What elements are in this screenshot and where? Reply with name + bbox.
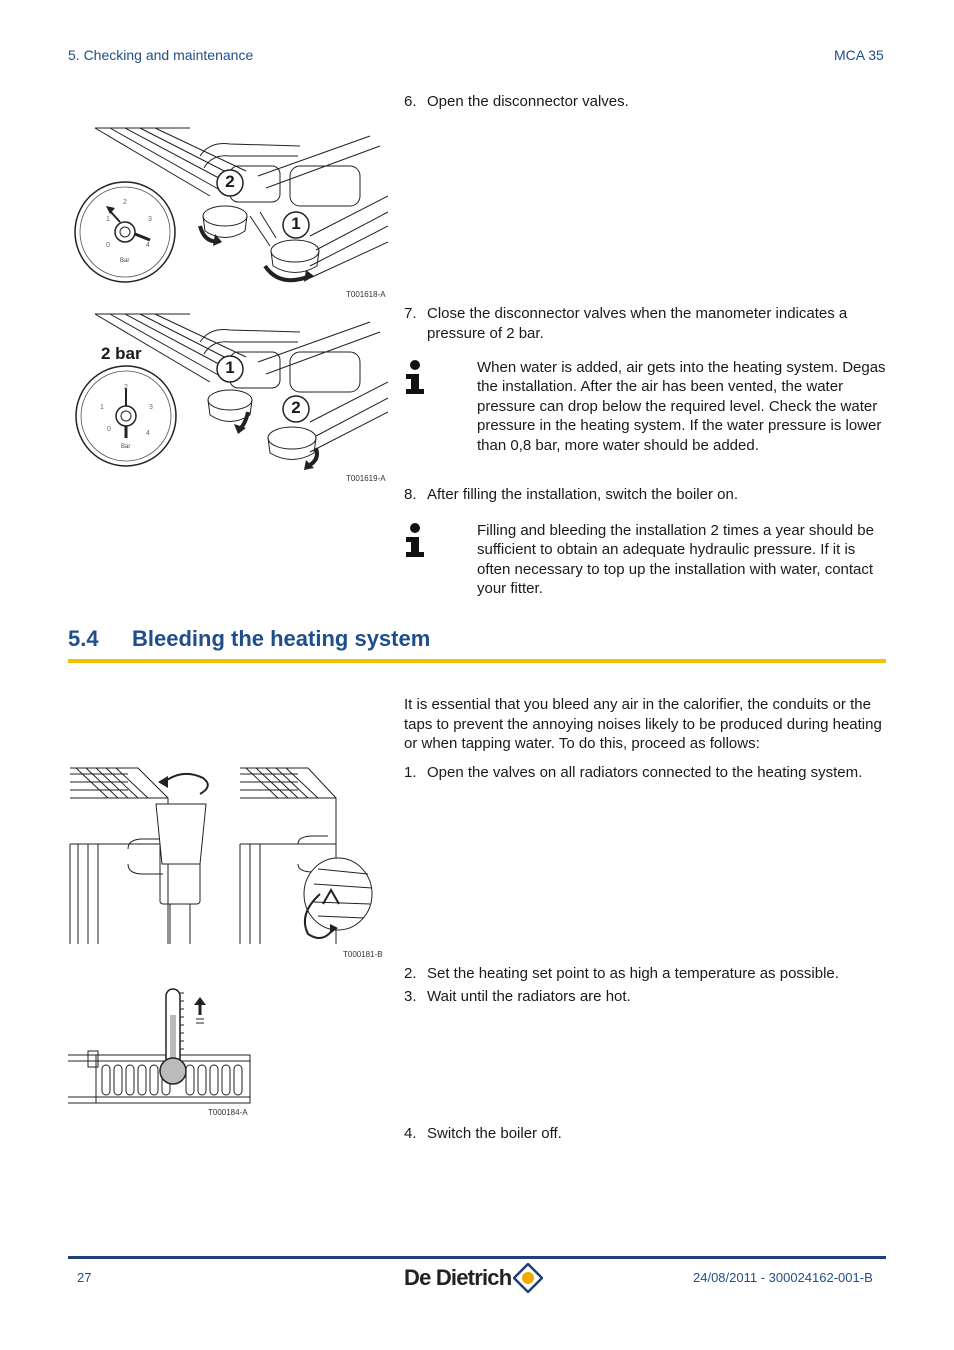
figure-code-2: T001619-A (346, 474, 386, 483)
running-header-model: MCA 35 (834, 47, 884, 63)
gauge-number-0: 0 (107, 426, 111, 433)
step-number: 3. (404, 988, 417, 1005)
step-text: Close the disconnector valves when the manometer indicates a pressure of 2 bar. (427, 305, 848, 342)
step-number: 8. (404, 486, 417, 503)
document-reference: 24/08/2011 - 300024162-001-B (693, 1270, 873, 1285)
figure-radiator-valves (68, 764, 388, 948)
callout-2: 2 (291, 398, 301, 417)
radiator-thermometer-illustration (68, 985, 268, 1107)
step-3 (404, 987, 888, 1007)
footer-rule (68, 1256, 886, 1259)
step-text: Open the disconnector valves. (427, 93, 629, 110)
step-text: Wait until the radiators are hot. (427, 988, 631, 1005)
step-text: Set the heating set point to as high a temperature as possible. (427, 965, 839, 982)
callout-1: 1 (291, 214, 301, 233)
figure-radiator-hot (68, 985, 268, 1107)
info-icon (403, 523, 427, 557)
valve-close-illustration (70, 312, 388, 472)
callout-1: 1 (225, 358, 235, 377)
step-4 (404, 1124, 888, 1144)
step-number: 4. (404, 1125, 417, 1142)
step-7 (404, 304, 888, 343)
gauge-number-0: 0 (106, 242, 110, 249)
gauge-number-1: 1 (100, 404, 104, 411)
brand-diamond-icon (513, 1263, 543, 1293)
step-text: After filling the installation, switch the boiler on. (427, 486, 738, 503)
gauge-unit: Bar (120, 258, 130, 264)
pressure-label: 2 bar (101, 344, 142, 363)
gauge-unit: Bar (121, 444, 131, 450)
gauge-number-1: 1 (106, 216, 110, 223)
step-2 (404, 964, 888, 984)
figure-open-valves (70, 126, 388, 302)
gauge-number-4: 4 (146, 242, 150, 249)
callout-2: 2 (225, 172, 235, 191)
step-text: Open the valves on all radiators connected to the heating system. (427, 764, 863, 781)
step-number: 6. (404, 93, 417, 110)
gauge-number-2: 2 (124, 384, 128, 391)
radiator-valve-illustration (68, 764, 388, 948)
info-icon (403, 360, 427, 394)
step-1 (404, 763, 888, 783)
figure-close-valves (70, 312, 388, 472)
brand-wordmark: De Dietrich (404, 1265, 512, 1290)
running-header-section: 5. Checking and maintenance (68, 47, 254, 63)
brand-logo (404, 1262, 543, 1294)
step-text: Switch the boiler off. (427, 1125, 562, 1142)
figure-code-3: T000181-B (343, 950, 383, 959)
valve-open-illustration (70, 126, 388, 302)
page-number: 27 (77, 1270, 92, 1285)
step-8 (404, 485, 888, 505)
gauge-number-3: 3 (148, 216, 152, 223)
section-number: 5.4 (68, 626, 99, 651)
step-6 (404, 92, 888, 112)
section-title: Bleeding the heating system (132, 626, 431, 651)
figure-code-1: T001618-A (346, 290, 386, 299)
gauge-number-3: 3 (149, 404, 153, 411)
figure-code-4: T000184-A (208, 1108, 248, 1117)
step-number: 7. (404, 305, 417, 322)
gauge-number-2: 2 (123, 199, 127, 206)
step-number: 2. (404, 965, 417, 982)
note-filling-bleeding: Filling and bleeding the installation 2 times a year should be sufficient to obtain an adequate hydraulic pressure. If it is often necessary to top up the installation with water, contact your fitter. (477, 522, 874, 598)
section-intro: It is essential that you bleed any air in the calorifier, the conduits or the taps to prevent the annoying noises likely to be produced during heating or when tapping water. To do this, proceed as follows: (404, 696, 882, 752)
section-rule (68, 659, 886, 663)
gauge-number-4: 4 (146, 430, 150, 437)
step-number: 1. (404, 764, 417, 781)
note-water-added: When water is added, air gets into the heating system. Degas the installation. After the air has been vented, the water pressure can drop below the required level. Check the water pressure in the heating system. If the water pressure is lower than 0,8 bar, more water should be added. (477, 359, 886, 454)
